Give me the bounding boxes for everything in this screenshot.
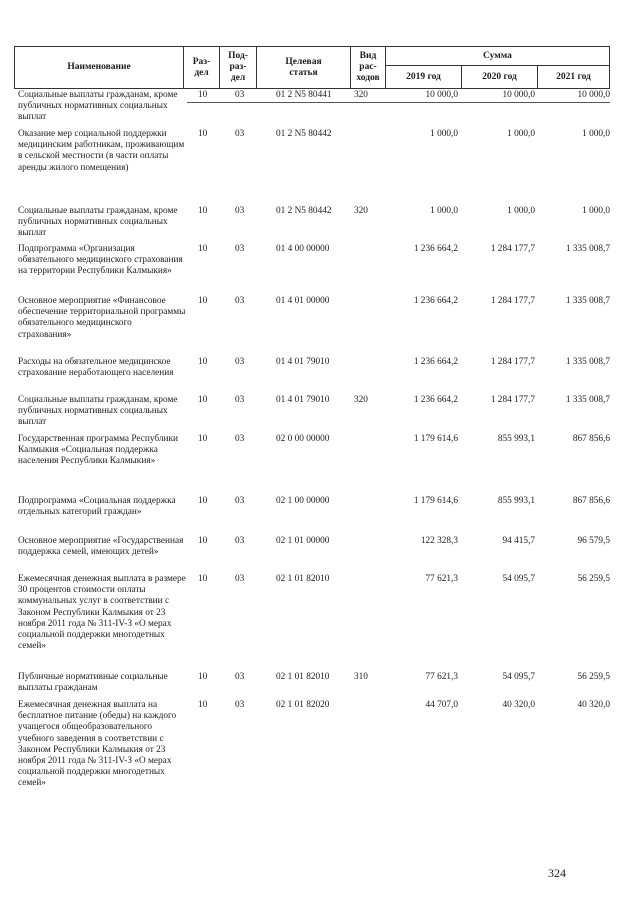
row-sum-2021: 56 259,5 [577,574,610,584]
row-sum-2019: 44 707,0 [425,700,458,710]
row-sum-2021: 867 856,6 [572,496,610,506]
row-podrazdel: 03 [235,536,245,546]
page-number: 324 [548,866,566,880]
row-celevaya: 02 1 01 82010 [276,672,330,682]
row-sum-2020: 94 415,7 [502,536,535,546]
row-podrazdel: 03 [235,244,245,254]
row-celevaya: 02 1 01 82010 [276,574,330,584]
row-razdel: 10 [198,700,208,710]
row-celevaya: 02 1 00 00000 [276,496,330,506]
row-name: Расходы на обязательное медицинское страхование неработающего населения [18,357,174,379]
header-podrazdel: Под- раз- дел [220,47,257,88]
header-name: Наименование [15,47,184,88]
row-sum-2020: 1 284 177,7 [490,296,535,306]
row-celevaya: 02 1 01 00000 [276,536,330,546]
row-podrazdel: 03 [235,296,245,306]
row-vid: 320 [354,395,368,405]
row-name: Социальные выплаты гражданам, кроме публичных нормативных социальных выплат [18,206,178,239]
row-sum-2020: 54 095,7 [502,574,535,584]
row-razdel: 10 [198,536,208,546]
row-celevaya: 01 4 01 79010 [276,395,330,405]
row-vid: 310 [354,672,368,682]
row-sum-2021: 96 579,5 [577,536,610,546]
row-sum-2019: 77 621,3 [425,574,458,584]
row-sum-2020: 1 284 177,7 [490,244,535,254]
row-podrazdel: 03 [235,672,245,682]
row-sum-2019: 1 179 614,6 [413,496,458,506]
row-celevaya: 01 4 00 00000 [276,244,330,254]
row-sum-2021: 1 335 008,7 [565,296,610,306]
row-podrazdel: 03 [235,357,245,367]
row-name: Ежемесячная денежная выплата в размере 30 процентов стоимости оплаты коммунальных услуг в соответствии с Законом Республики Калмыкия от 23 ноября 2011 года № 311-IV-З «О мерах социальной поддержки многодетных семей» [18,574,186,652]
row-name: Основное мероприятие «Государственная поддержка семей, имеющих детей» [18,536,184,558]
row-name: Оказание мер социальной поддержки медицинским работникам, проживающим в сельской местности (в части оплаты аренды жилого помещения) [18,129,185,173]
row-sum-2019: 1 236 664,2 [413,357,458,367]
row-name: Публичные нормативные социальные выплаты гражданам [18,672,168,694]
row-sum-2021: 10 000,0 [577,90,610,100]
row-name: Социальные выплаты гражданам, кроме публичных нормативных социальных выплат [18,395,178,428]
table-header [14,46,610,89]
row-sum-2021: 867 856,6 [572,434,610,444]
row-razdel: 10 [198,90,208,100]
row-sum-2021: 1 000,0 [582,206,610,216]
row-sum-2020: 855 993,1 [497,496,535,506]
row-sum-2019: 77 621,3 [425,672,458,682]
row-podrazdel: 03 [235,206,245,216]
row-podrazdel: 03 [235,574,245,584]
row-razdel: 10 [198,206,208,216]
row-name: Основное мероприятие «Финансовое обеспечение территориальной программы обязательного медицинского страхования» [18,296,186,340]
row-sum-2021: 1 335 008,7 [565,357,610,367]
row-sum-2020: 10 000,0 [502,90,535,100]
row-sum-2021: 1 335 008,7 [565,244,610,254]
row-sum-2020: 1 000,0 [507,129,535,139]
row-podrazdel: 03 [235,434,245,444]
row-sum-2019: 1 000,0 [430,206,458,216]
row-sum-2020: 1 000,0 [507,206,535,216]
row-razdel: 10 [198,672,208,682]
row-razdel: 10 [198,496,208,506]
row-name: Подпрограмма «Социальная поддержка отдельных категорий граждан» [18,496,176,518]
header-2021: 2021 год [556,71,591,82]
row-vid: 320 [354,206,368,216]
row-sum-2021: 40 320,0 [577,700,610,710]
row-celevaya: 01 2 N5 80441 [276,90,332,100]
header-2019: 2019 год [386,65,462,88]
row-razdel: 10 [198,574,208,584]
row-podrazdel: 03 [235,129,245,139]
row-sum-2019: 1 236 664,2 [413,296,458,306]
row-sum-2020: 54 095,7 [502,672,535,682]
row-celevaya: 01 4 01 00000 [276,296,330,306]
row-razdel: 10 [198,129,208,139]
row-razdel: 10 [198,296,208,306]
row-sum-2019: 1 000,0 [430,129,458,139]
row-podrazdel: 03 [235,395,245,405]
row-razdel: 10 [198,434,208,444]
header-summa: Сумма [386,47,609,66]
header-razdel: Раз- дел [184,47,220,88]
row-celevaya: 01 2 N5 80442 [276,129,332,139]
row-name: Ежемесячная денежная выплата на бесплатное питание (обеды) на каждого учащегося общеобразовательного учебного заведения в соответствии с Законом Республики Калмыкия от 23 ноября 2011 года № 311-IV-З «О мерах социальной поддержки многодетных семей» [18,700,177,789]
row-sum-2021: 56 259,5 [577,672,610,682]
header-celevaya: Целевая статья [257,47,351,88]
row-vid: 320 [354,90,368,100]
row-podrazdel: 03 [235,90,245,100]
row-sum-2020: 855 993,1 [497,434,535,444]
row-celevaya: 02 1 01 82020 [276,700,330,710]
row-name: Государственная программа Республики Калмыкия «Социальная поддержка населения Республики Калмыкия» [18,434,178,467]
row-celevaya: 01 2 N5 80442 [276,206,332,216]
row-celevaya: 01 4 01 79010 [276,357,330,367]
row-razdel: 10 [198,395,208,405]
row-sum-2019: 122 328,3 [420,536,458,546]
row-sum-2019: 1 236 664,2 [413,244,458,254]
row-name: Подпрограмма «Организация обязательного медицинского страхования на территории Республики Калмыкия» [18,244,183,277]
row-sum-2021: 1 335 008,7 [565,395,610,405]
row-sum-2019: 1 179 614,6 [413,434,458,444]
row-podrazdel: 03 [235,700,245,710]
row-sum-2019: 1 236 664,2 [413,395,458,405]
row-razdel: 10 [198,244,208,254]
header-2020: 2020 год [462,65,538,88]
row-sum-2020: 40 320,0 [502,700,535,710]
row-underline [187,102,610,103]
row-sum-2019: 10 000,0 [425,90,458,100]
row-celevaya: 02 0 00 00000 [276,434,330,444]
row-name: Социальные выплаты гражданам, кроме публичных нормативных социальных выплат [18,90,178,123]
row-sum-2021: 1 000,0 [582,129,610,139]
row-podrazdel: 03 [235,496,245,506]
row-razdel: 10 [198,357,208,367]
row-sum-2020: 1 284 177,7 [490,395,535,405]
row-sum-2020: 1 284 177,7 [490,357,535,367]
header-vid: Вид рас- ходов [351,47,386,88]
